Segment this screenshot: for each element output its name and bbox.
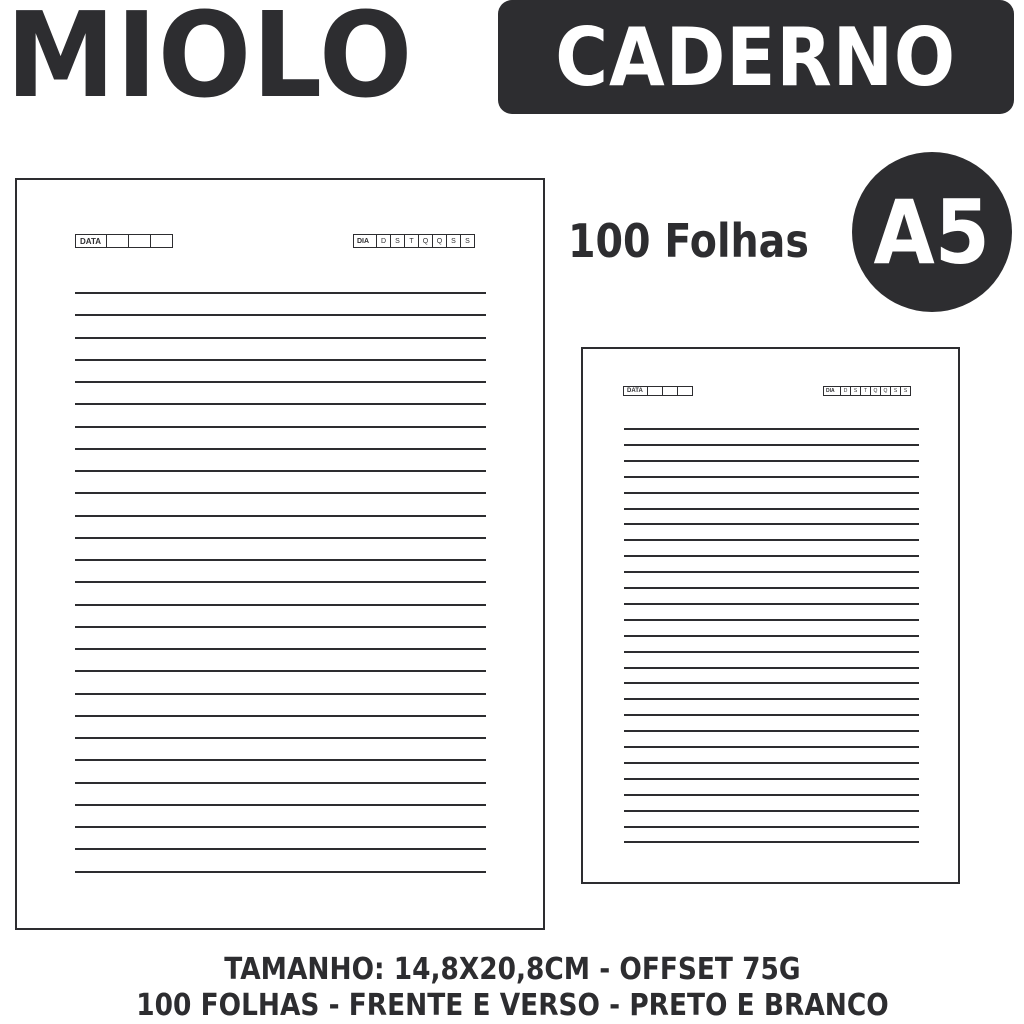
ruled-line <box>624 746 919 748</box>
ruled-line <box>75 737 486 739</box>
ruled-line <box>624 603 919 605</box>
ruled-line <box>75 381 486 383</box>
ruled-line <box>624 667 919 669</box>
ruled-line <box>75 470 486 472</box>
title-caderno-banner <box>498 0 1014 114</box>
ruled-line <box>624 460 919 462</box>
spec-size-paper <box>0 952 1024 987</box>
date-cell <box>677 387 692 395</box>
ruled-line <box>624 651 919 653</box>
ruled-line <box>75 804 486 806</box>
ruled-line <box>624 619 919 621</box>
ruled-line <box>75 759 486 761</box>
spec-sheets-print <box>0 988 1024 1023</box>
weekday-cell: T <box>404 235 418 247</box>
weekday-cell: S <box>850 387 860 395</box>
weekday-field-box <box>823 386 911 396</box>
weekday-cell: Q <box>432 235 446 247</box>
title-miolo: MIOLO <box>6 0 414 124</box>
ruled-line <box>624 794 919 796</box>
day-label: DIA <box>357 237 370 245</box>
date-field-box <box>75 234 173 248</box>
ruled-line <box>75 537 486 539</box>
weekday-cell: Q <box>880 387 890 395</box>
weekday-cell: Q <box>418 235 432 247</box>
weekday-cell: D <box>840 387 850 395</box>
ruled-line <box>75 426 486 428</box>
ruled-line <box>75 715 486 717</box>
ruled-line <box>75 670 486 672</box>
ruled-line <box>624 841 919 843</box>
size-badge-text: A5 <box>873 180 991 284</box>
sheet-count-label: 100 Folhas <box>568 214 809 268</box>
ruled-line <box>624 428 919 430</box>
weekday-cell: S <box>900 387 910 395</box>
ruled-line <box>75 826 486 828</box>
ruled-line <box>75 782 486 784</box>
ruled-line <box>75 581 486 583</box>
day-label: DIA <box>826 388 835 394</box>
ruled-line <box>624 508 919 510</box>
ruled-line <box>624 730 919 732</box>
ruled-line <box>75 314 486 316</box>
spec-sheets-print-text: 100 FOLHAS - FRENTE E VERSO - PRETO E BRANCO <box>135 988 889 1023</box>
date-label: DATA <box>80 236 102 246</box>
date-cell <box>150 235 172 247</box>
weekday-cell: S <box>446 235 460 247</box>
ruled-line <box>75 515 486 517</box>
ruled-line <box>75 604 486 606</box>
ruled-line <box>75 448 486 450</box>
spec-size-paper-text: TAMANHO: 14,8X20,8CM - OFFSET 75G <box>223 952 801 987</box>
ruled-line <box>624 810 919 812</box>
ruled-line <box>624 539 919 541</box>
ruled-line <box>624 762 919 764</box>
weekday-cell: D <box>376 235 390 247</box>
ruled-line <box>624 444 919 446</box>
ruled-line <box>75 848 486 850</box>
ruled-line <box>75 693 486 695</box>
ruled-line <box>624 492 919 494</box>
ruled-line <box>624 635 919 637</box>
notebook-page-preview-small <box>581 347 960 884</box>
date-field-box <box>623 386 693 396</box>
ruled-line <box>624 778 919 780</box>
ruled-line <box>624 714 919 716</box>
weekday-cell: S <box>390 235 404 247</box>
ruled-line <box>624 571 919 573</box>
ruled-line <box>75 559 486 561</box>
ruled-line <box>75 337 486 339</box>
ruled-line <box>75 292 486 294</box>
ruled-line <box>624 555 919 557</box>
ruled-line <box>624 698 919 700</box>
ruled-line <box>624 476 919 478</box>
ruled-line <box>75 626 486 628</box>
ruled-line <box>624 682 919 684</box>
weekday-cell: Q <box>870 387 880 395</box>
weekday-cell: S <box>460 235 474 247</box>
weekday-field-box <box>353 234 475 248</box>
size-badge <box>852 152 1012 312</box>
notebook-page-preview-large <box>15 178 545 930</box>
date-cell <box>647 387 662 395</box>
ruled-line <box>75 359 486 361</box>
ruled-line <box>75 403 486 405</box>
ruled-line <box>624 523 919 525</box>
ruled-line <box>75 871 486 873</box>
date-cell <box>106 235 128 247</box>
ruled-line <box>75 648 486 650</box>
weekday-cell: T <box>860 387 870 395</box>
date-cell <box>662 387 677 395</box>
ruled-line <box>75 492 486 494</box>
weekday-cell: S <box>890 387 900 395</box>
date-cell <box>128 235 150 247</box>
ruled-line <box>624 826 919 828</box>
date-label: DATA <box>627 388 643 394</box>
ruled-line <box>624 587 919 589</box>
title-caderno: CADERNO <box>555 10 957 104</box>
